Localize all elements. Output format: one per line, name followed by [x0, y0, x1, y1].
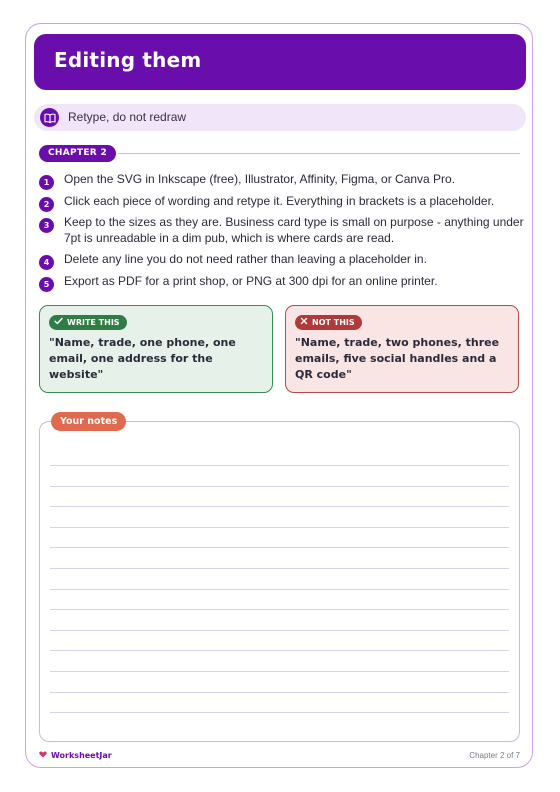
step-text: Open the SVG in Inkscape (free), Illustrator, Affinity, Figma, or Canva Pro. [64, 172, 456, 186]
title-banner [34, 34, 526, 90]
note-line [50, 692, 509, 693]
step-text: Keep to the sizes as they are. Business card type is small on purpose - anything under 7pt is unreadable in a dim pub, which is where cards are read. [64, 215, 524, 245]
tip-bar [34, 104, 526, 131]
page-number: Chapter 2 of 7 [469, 751, 520, 760]
write-this-box [39, 305, 273, 393]
note-line [50, 547, 509, 548]
page-title: Editing them [54, 48, 202, 72]
note-line [50, 609, 509, 610]
write-this-badge [49, 315, 127, 330]
note-line [50, 589, 509, 590]
not-this-box [285, 305, 519, 393]
check-icon [54, 315, 63, 330]
tip-text: Retype, do not redraw [68, 110, 187, 124]
step-number: 1 [39, 175, 54, 190]
note-line [50, 712, 509, 713]
not-this-badge [295, 315, 362, 330]
not-this-quote: "Name, trade, two phones, three emails, five social handles and a QR code" [295, 336, 500, 381]
step-number: 5 [39, 277, 54, 292]
brand-name: WorksheetJar [51, 751, 112, 760]
note-line [50, 465, 509, 466]
note-line [50, 671, 509, 672]
not-this-label: NOT THIS [312, 318, 355, 327]
write-this-quote: "Name, trade, one phone, one email, one address for the website" [49, 336, 236, 381]
book-icon [40, 108, 59, 127]
note-line [50, 650, 509, 651]
step-item [39, 251, 427, 267]
note-line [50, 568, 509, 569]
note-line [50, 506, 509, 507]
step-number: 3 [39, 218, 54, 233]
heart-icon [39, 751, 47, 760]
step-text: Export as PDF for a print shop, or PNG at 300 dpi for an online printer. [64, 274, 438, 288]
note-line [50, 486, 509, 487]
step-text: Click each piece of wording and retype it. Everything in brackets is a placeholder. [64, 194, 495, 208]
step-item [39, 193, 494, 209]
cross-icon [300, 315, 308, 330]
step-item [39, 171, 455, 187]
chapter-badge: CHAPTER 2 [39, 145, 116, 162]
write-this-label: WRITE THIS [67, 318, 120, 327]
footer-brand [39, 751, 112, 760]
notes-area[interactable] [39, 421, 520, 742]
note-line [50, 527, 509, 528]
step-text: Delete any line you do not need rather than leaving a placeholder in. [64, 252, 427, 266]
step-number: 4 [39, 255, 54, 270]
step-number: 2 [39, 197, 54, 212]
step-item [39, 214, 524, 246]
chapter-divider [118, 153, 520, 154]
step-item [39, 273, 438, 289]
note-line [50, 630, 509, 631]
notes-label: Your notes [51, 412, 126, 431]
